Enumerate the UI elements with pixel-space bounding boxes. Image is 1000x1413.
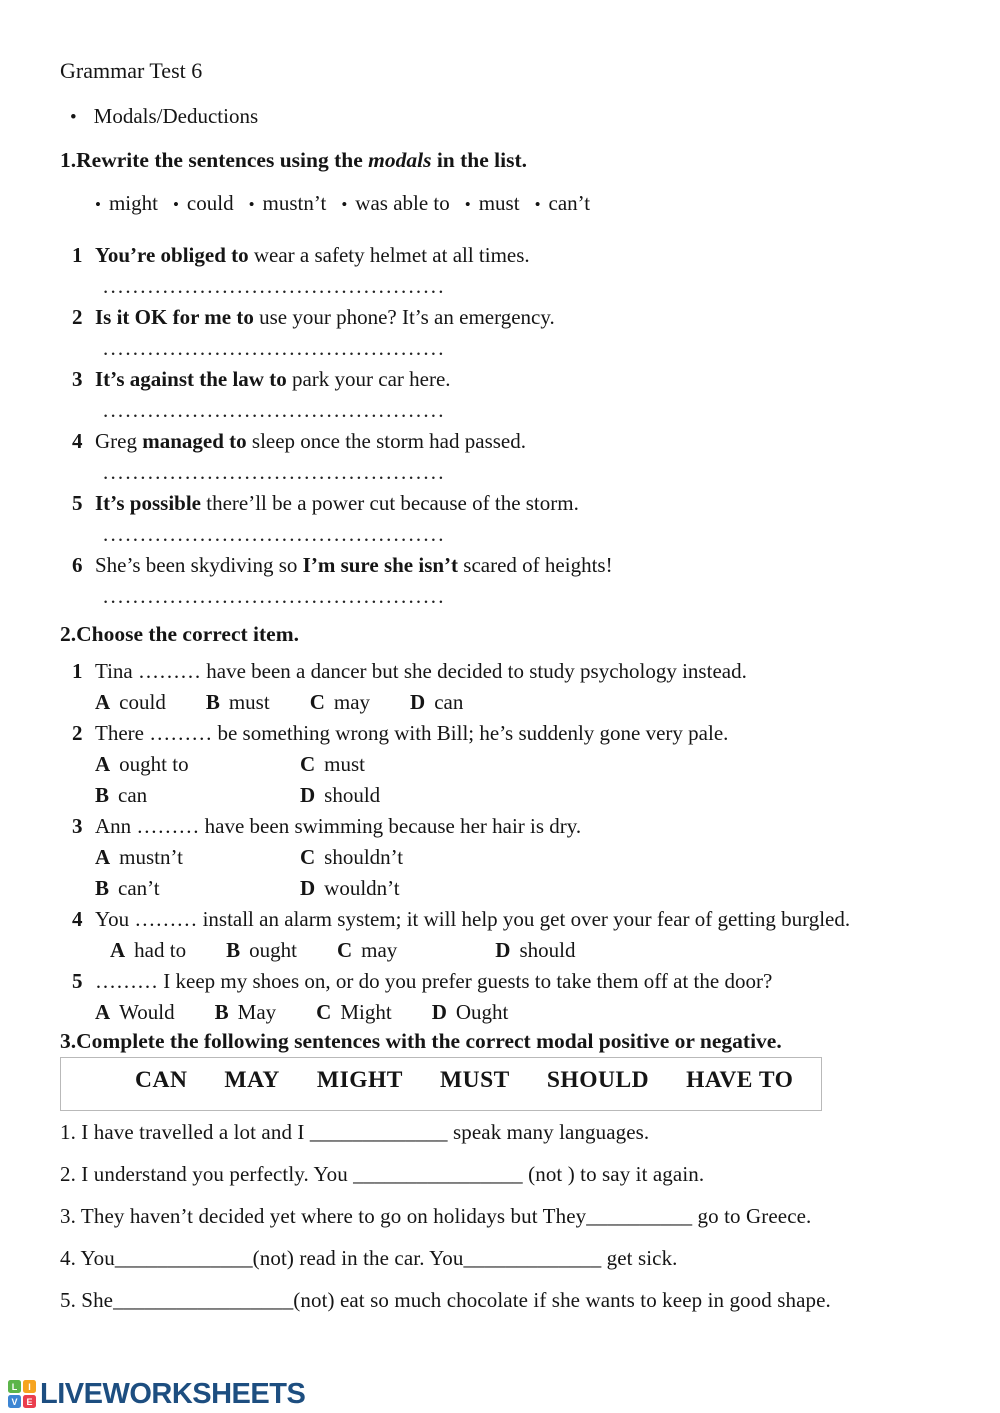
question-text: ……… I keep my shoes on, or do you prefer guests to take them off at the door? — [95, 969, 773, 993]
mcq-question — [60, 966, 940, 1028]
option-letter: C — [309, 690, 325, 714]
word-bank-item: MAY — [224, 1067, 280, 1093]
fill-sentence: 3. They haven’t decided yet where to go on holidays but They__________ go to Greece. — [60, 1204, 812, 1228]
fill-in-exercise — [60, 1117, 940, 1316]
bullet-icon: • — [70, 107, 77, 128]
question-text: You ……… install an alarm system; it will help you get over your fear of getting burgled. — [95, 907, 851, 931]
option-d — [300, 780, 475, 811]
fill-sentence: 1. I have travelled a lot and I _____________ speak many languages. — [60, 1120, 650, 1144]
answer-dotted-line: .............................................. — [103, 460, 446, 484]
sentence-post: park your car here. — [286, 367, 451, 391]
modal-word-label: could — [186, 191, 234, 215]
options-row — [95, 935, 940, 966]
options-grid — [95, 749, 515, 811]
question-number: 5 — [72, 969, 83, 993]
option-text: wouldn’t — [324, 876, 400, 900]
option-letter: A — [95, 845, 111, 869]
question-number: 4 — [72, 907, 83, 931]
answer-dotted-line: .............................................. — [103, 398, 446, 422]
word-bank-item: HAVE TO — [686, 1067, 794, 1093]
bullet-icon: • — [172, 195, 179, 214]
logo-tile-i: I — [23, 1380, 36, 1393]
modal-word-list — [95, 190, 940, 218]
option-letter: B — [205, 690, 220, 714]
item-sentence — [95, 240, 530, 271]
option-b — [215, 997, 277, 1028]
modal-word — [249, 190, 327, 218]
word-bank-item: MIGHT — [316, 1067, 403, 1093]
topic-label: Modals/Deductions — [93, 104, 259, 128]
modal-word — [535, 190, 591, 218]
options-row — [95, 687, 940, 718]
modal-word-label: was able to — [355, 191, 450, 215]
rewrite-exercise — [60, 240, 940, 612]
mcq-question — [60, 656, 940, 718]
question-number: 2 — [72, 721, 83, 745]
fill-sentence: 5. She_________________(not) eat so much chocolate if she wants to keep in good shape. — [60, 1288, 831, 1312]
question-text: There ……… be something wrong with Bill; he’s suddenly gone very pale. — [95, 721, 729, 745]
option-text: Ought — [455, 1000, 509, 1024]
word-bank-item: CAN — [135, 1067, 188, 1093]
word-bank-box — [60, 1057, 822, 1111]
option-letter: D — [431, 1000, 447, 1024]
options-grid — [95, 842, 515, 904]
section1-heading-italic: modals — [368, 148, 432, 172]
option-a — [95, 749, 260, 780]
option-letter: A — [95, 1000, 111, 1024]
question-number: 1 — [72, 659, 83, 683]
option-text: Might — [340, 1000, 392, 1024]
modal-word — [341, 190, 449, 218]
rewrite-item — [60, 240, 940, 271]
item-sentence — [95, 426, 526, 457]
option-text: mustn’t — [119, 845, 183, 869]
option-text: May — [237, 1000, 277, 1024]
option-text: must — [324, 752, 366, 776]
sentence-post: there’ll be a power cut because of the storm. — [201, 491, 579, 515]
option-text: could — [119, 690, 166, 714]
option-text: may — [361, 938, 398, 962]
sentence-pre: She’s been skydiving so — [95, 553, 303, 577]
question-line — [60, 904, 940, 935]
question-line — [60, 656, 940, 687]
item-number: 6 — [72, 553, 83, 577]
option-text: can — [118, 783, 148, 807]
rewrite-item — [60, 550, 940, 581]
bullet-icon: • — [248, 195, 255, 214]
bullet-icon: • — [534, 195, 541, 214]
mcq-question — [60, 811, 940, 904]
option-d — [300, 873, 475, 904]
modal-word-label: must — [478, 191, 520, 215]
option-text: should — [324, 783, 381, 807]
modal-word-label: can’t — [548, 191, 591, 215]
sentence-bold: You’re obliged to — [95, 243, 249, 267]
item-number: 4 — [72, 429, 83, 453]
option-letter: C — [336, 938, 353, 962]
sentence-post: scared of heights! — [458, 553, 613, 577]
option-a — [95, 997, 175, 1028]
option-letter: B — [95, 783, 110, 807]
option-b — [226, 935, 297, 966]
option-text: can — [434, 690, 464, 714]
option-letter: D — [410, 690, 426, 714]
bullet-icon: • — [341, 195, 348, 214]
option-text: had to — [134, 938, 187, 962]
fill-sentence: 4. You_____________(not) read in the car. You_____________ get sick. — [60, 1246, 678, 1270]
option-a — [95, 842, 260, 873]
logo-tile-e: E — [23, 1395, 36, 1408]
modal-word — [465, 190, 520, 218]
option-letter: B — [95, 876, 110, 900]
option-letter: A — [95, 752, 111, 776]
section1-heading-pre: 1.Rewrite the sentences using the — [60, 148, 369, 172]
logo-tile-v: V — [8, 1395, 21, 1408]
option-text: ought to — [119, 752, 189, 776]
option-b — [206, 687, 270, 718]
modal-word — [173, 190, 234, 218]
liveworksheets-logo[interactable] — [8, 1379, 305, 1409]
section1-heading — [60, 147, 940, 173]
item-sentence — [95, 488, 579, 519]
option-letter: B — [214, 1000, 229, 1024]
page-title: Grammar Test 6 — [60, 58, 203, 83]
option-text: shouldn’t — [324, 845, 404, 869]
question-number: 3 — [72, 814, 83, 838]
option-letter: D — [300, 876, 316, 900]
modal-word-label: might — [108, 191, 158, 215]
choose-exercise — [60, 656, 940, 1028]
option-text: should — [519, 938, 576, 962]
option-text: may — [333, 690, 371, 714]
question-text: Ann ……… have been swimming because her hair is dry. — [95, 814, 582, 838]
rewrite-item — [60, 426, 940, 457]
question-line — [60, 811, 940, 842]
option-c — [300, 749, 475, 780]
liveworksheets-wordmark: LIVEWORKSHEETS — [40, 1378, 306, 1410]
sentence-bold: It’s possible — [95, 491, 201, 515]
answer-dotted-line: .............................................. — [103, 522, 446, 546]
sentence-pre: Greg — [95, 429, 143, 453]
option-d — [432, 997, 509, 1028]
question-line — [60, 718, 940, 749]
option-b — [95, 873, 260, 904]
logo-tile-l: L — [8, 1380, 21, 1393]
option-letter: D — [300, 783, 316, 807]
question-text: Tina ……… have been a dancer but she decided to study psychology instead. — [95, 659, 747, 683]
mcq-question — [60, 904, 940, 966]
word-bank-item: MUST — [439, 1067, 510, 1093]
sentence-post: wear a safety helmet at all times. — [248, 243, 530, 267]
option-letter: C — [316, 1000, 332, 1024]
section3-heading: 3.Complete the following sentences with the correct modal positive or negative. — [60, 1029, 782, 1053]
option-text: ought — [249, 938, 297, 962]
option-a — [110, 935, 186, 966]
option-d — [410, 687, 463, 718]
option-letter: D — [495, 938, 511, 962]
option-b — [95, 780, 260, 811]
option-letter: C — [300, 845, 316, 869]
option-letter: A — [95, 690, 111, 714]
sentence-bold: It’s against the law to — [95, 367, 287, 391]
bullet-icon: • — [464, 195, 471, 214]
word-bank-item: SHOULD — [546, 1067, 650, 1093]
rewrite-item — [60, 302, 940, 333]
sentence-bold: Is it OK for me to — [95, 305, 254, 329]
rewrite-item — [60, 364, 940, 395]
modal-word — [95, 190, 158, 218]
answer-dotted-line: .............................................. — [103, 584, 446, 608]
section2-heading: 2.Choose the correct item. — [60, 622, 299, 646]
option-c — [300, 842, 475, 873]
sentence-bold: I’m sure she isn’t — [302, 553, 459, 577]
option-letter: A — [110, 938, 126, 962]
item-number: 1 — [72, 243, 83, 267]
item-number: 2 — [72, 305, 83, 329]
option-d — [495, 935, 575, 966]
item-sentence — [95, 550, 613, 581]
item-sentence — [95, 302, 555, 333]
sentence-bold: managed to — [142, 429, 247, 453]
rewrite-item — [60, 488, 940, 519]
bullet-icon: • — [95, 195, 101, 214]
modal-word-label: mustn’t — [262, 191, 327, 215]
option-a — [95, 687, 166, 718]
option-c — [337, 935, 397, 966]
option-letter: C — [300, 752, 316, 776]
item-number: 5 — [72, 491, 83, 515]
sentence-post: sleep once the storm had passed. — [246, 429, 526, 453]
section1-heading-post: in the list. — [431, 148, 528, 172]
sentence-post: use your phone? It’s an emergency. — [253, 305, 555, 329]
option-c — [316, 997, 392, 1028]
answer-dotted-line: .............................................. — [103, 336, 446, 360]
item-number: 3 — [72, 367, 83, 391]
option-c — [310, 687, 370, 718]
fill-sentence: 2. I understand you perfectly. You ________________ (not ) to say it again. — [60, 1162, 705, 1186]
question-line — [60, 966, 940, 997]
option-text: Would — [119, 1000, 175, 1024]
liveworksheets-tiles-icon — [8, 1380, 36, 1408]
item-sentence — [95, 364, 451, 395]
option-text: can’t — [118, 876, 160, 900]
mcq-question — [60, 718, 940, 811]
option-letter: B — [226, 938, 241, 962]
options-row — [95, 997, 940, 1028]
option-text: must — [228, 690, 270, 714]
answer-dotted-line: .............................................. — [103, 274, 446, 298]
topic-bullet-row — [60, 103, 940, 131]
